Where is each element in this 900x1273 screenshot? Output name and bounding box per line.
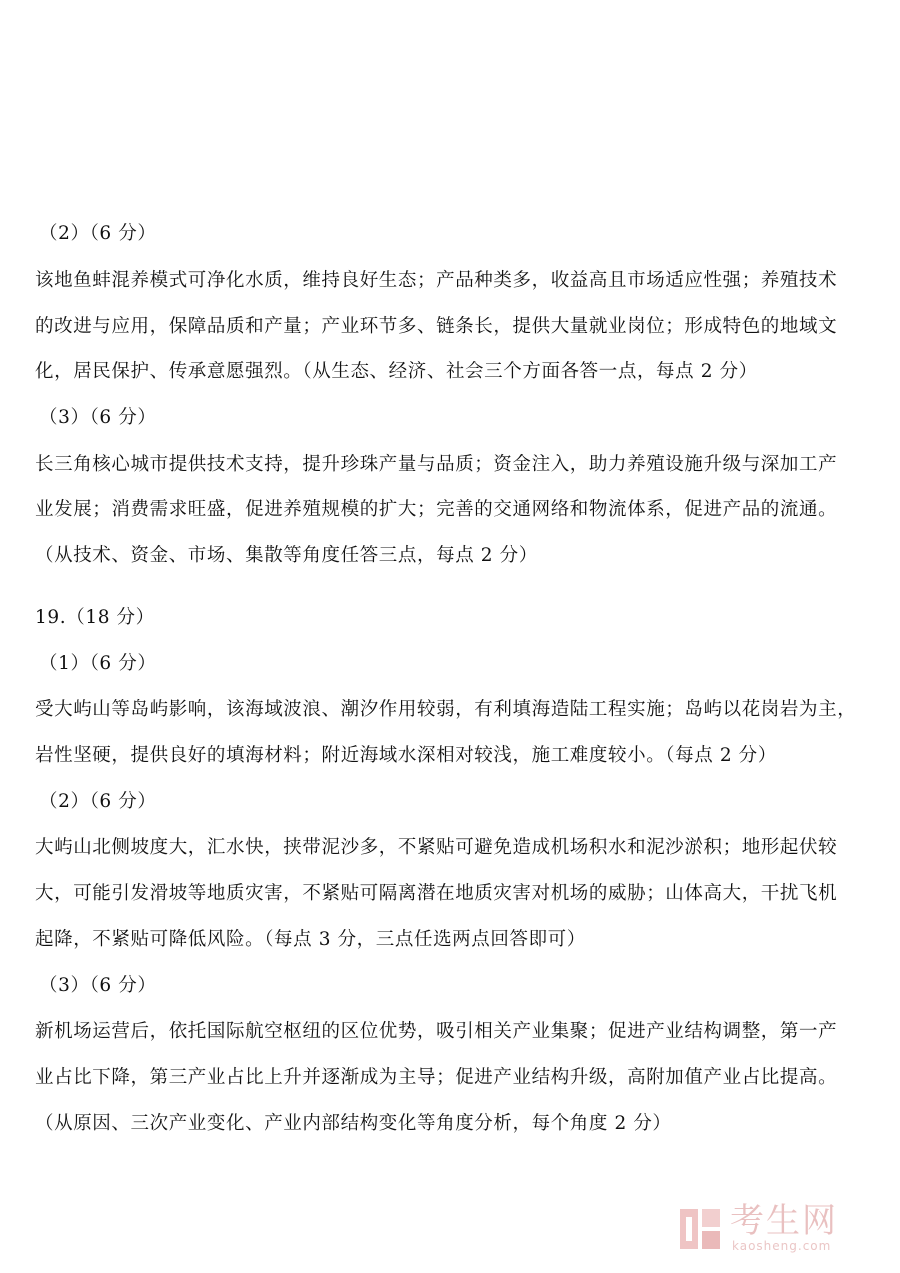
q18-part3-heading: （3）（6 分） <box>39 407 157 428</box>
kaosheng-logo-icon <box>678 1207 722 1251</box>
q19-part3-heading: （3）（6 分） <box>39 975 157 996</box>
q19-part2-answer-line-1: 大屿山北侧坡度大，汇水快，挟带泥沙多，不紧贴可避免造成机场积水和泥沙淤积；地形起伏较 <box>35 837 838 858</box>
q19-heading: 19.（18 分） <box>35 607 155 628</box>
q19-part3-answer-line-1: 新机场运营后，依托国际航空枢纽的区位优势，吸引相关产业集聚；促进产业结构调整，第一产 <box>35 1021 838 1042</box>
q19-part1-heading: （1）（6 分） <box>39 653 157 674</box>
q18-part2-answer-line-1: 该地鱼蚌混养模式可净化水质，维持良好生态；产品种类多，收益高且市场适应性强；养殖技术 <box>35 270 838 291</box>
q18-part2-answer-line-2: 的改进与应用，保障品质和产量；产业环节多、链条长，提供大量就业岗位；形成特色的地域文 <box>35 316 838 337</box>
watermark-url: kaosheng.com <box>732 1239 832 1253</box>
q18-part3-answer-line-1: 长三角核心城市提供技术支持，提升珍珠产量与品质；资金注入，助力养殖设施升级与深加工产 <box>35 454 838 475</box>
q19-part3-answer-line-2: 业占比下降，第三产业占比上升并逐渐成为主导；促进产业结构升级，高附加值产业占比提高。 <box>35 1067 838 1088</box>
q18-part3-scoring-note: （从技术、资金、市场、集散等角度任答三点，每点 2 分） <box>35 545 538 566</box>
q19-part1-answer-line-2: 岩性坚硬，提供良好的填海材料；附近海域水深相对较浅，施工难度较小。（每点 2 分） <box>35 745 777 766</box>
q19-part1-answer-line-1: 受大屿山等岛屿影响，该海域波浪、潮汐作用较弱，有利填海造陆工程实施；岛屿以花岗岩为主， <box>35 699 857 720</box>
kaosheng-watermark <box>678 1199 878 1259</box>
q19-part2-heading: （2）（6 分） <box>39 791 157 812</box>
q19-part2-answer-line-3: 起降，不紧贴可降低风险。（每点 3 分，三点任选两点回答即可） <box>35 929 586 950</box>
watermark-title: 考生网 <box>730 1201 838 1241</box>
q18-part3-answer-line-2: 业发展；消费需求旺盛，促进养殖规模的扩大；完善的交通网络和物流体系，促进产品的流通。 <box>35 499 838 520</box>
q18-part2-heading: （2）（6 分） <box>39 223 157 244</box>
q19-part3-scoring-note: （从原因、三次产业变化、产业内部结构变化等角度分析，每个角度 2 分） <box>35 1113 672 1134</box>
q19-part2-answer-line-2: 大，可能引发滑坡等地质灾害，不紧贴可隔离潜在地质灾害对机场的威胁；山体高大，干扰飞机 <box>35 883 838 904</box>
q18-part2-answer-line-3: 化，居民保护、传承意愿强烈。（从生态、经济、社会三个方面各答一点，每点 2 分） <box>35 361 758 382</box>
